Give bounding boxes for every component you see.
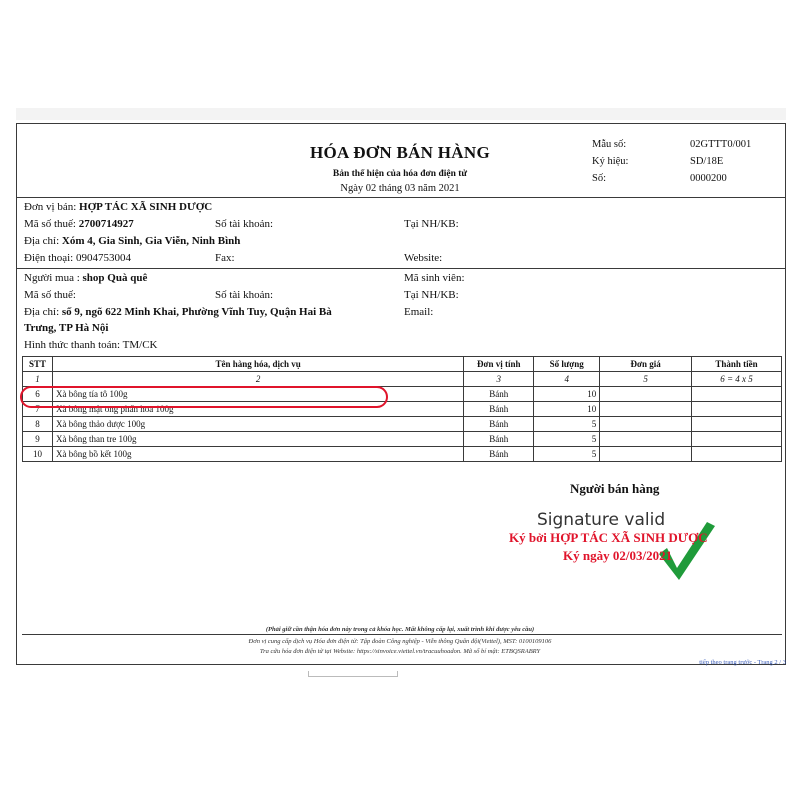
row-name: Xà bông mật ong phấn hoa 100g <box>52 402 463 417</box>
row-unit: Bánh <box>464 417 534 432</box>
payment-method <box>24 339 158 351</box>
highlight-circle <box>20 386 388 408</box>
invoice-title: HÓA ĐƠN BÁN HÀNG <box>309 143 490 162</box>
buyer-student-label: Mã sinh viên: <box>404 272 465 284</box>
row-stt: 7 <box>23 402 53 417</box>
row-unit: Bánh <box>464 402 534 417</box>
invoice-subtitle: Bản thể hiện của hóa đơn điện tử <box>332 169 468 179</box>
row-price <box>600 402 692 417</box>
row-stt: 9 <box>23 432 53 447</box>
row-qty: 10 <box>534 402 600 417</box>
row-stt: 6 <box>23 387 53 402</box>
footer-lookup: Tra cứu hóa đơn điện tử tại Website: https://sinvoice.viettel.vn/tracuuhoadon. Mã số bí mật: ETBQSRABRY <box>259 648 541 655</box>
row-unit: Bánh <box>464 432 534 447</box>
divider <box>17 268 785 269</box>
row-unit: Bánh <box>464 447 534 462</box>
index-cell: 5 <box>600 372 692 387</box>
buyer-bank-label: Tại NH/KB: <box>404 289 459 301</box>
seller-website-label: Website: <box>404 252 443 264</box>
so-value: 0000200 <box>690 173 727 184</box>
buyer-address-line2: Trưng, TP Hà Nội <box>24 322 109 334</box>
row-total <box>692 402 782 417</box>
buyer-address <box>24 306 332 318</box>
divider <box>17 197 785 198</box>
index-cell: 3 <box>464 372 534 387</box>
so-label: Số: <box>592 173 607 184</box>
mau-so-value: 02GTTT0/001 <box>690 139 752 150</box>
page-indicator[interactable]: tiếp theo trang trước - Trang 2 / 3 <box>699 659 786 666</box>
table-row <box>23 417 782 432</box>
row-total <box>692 417 782 432</box>
seller-signature-label: Người bán hàng <box>570 481 660 496</box>
row-qty: 5 <box>534 417 600 432</box>
header-unit: Đơn vị tính <box>464 357 534 372</box>
seller-tax-label: Mã số thuế: <box>24 218 76 230</box>
header-qty: Số lượng <box>534 357 600 372</box>
footer-provider: Đơn vị cung cấp dịch vụ Hóa đơn điện tử: Tập đoàn Công nghiệp - Viễn thông Quân đội(Viettel), MST: 0100109106 <box>248 638 552 645</box>
footer-note: (Phải giữ cần thận hóa đơn này trong cả khóa học. Mất không cấp lại, xuất trình khi được yêu cầu) <box>265 626 535 633</box>
seller-fax-label: Fax: <box>215 252 235 264</box>
row-qty: 10 <box>534 387 600 402</box>
items-table <box>22 356 782 462</box>
row-qty: 5 <box>534 432 600 447</box>
buyer-value: shop Quà quê <box>82 272 148 284</box>
scroll-indicator <box>308 671 398 677</box>
row-name: Xà bông thảo dược 100g <box>52 417 463 432</box>
seller-unit-value: HỢP TÁC XÃ SINH DƯỢC <box>79 201 213 213</box>
seller-address <box>24 235 240 247</box>
signature-valid-text: Signature valid <box>537 510 666 530</box>
buyer-label: Người mua : <box>24 272 80 284</box>
row-total <box>692 432 782 447</box>
seller-address-label: Địa chỉ: <box>24 235 60 247</box>
table-header-row <box>23 357 782 372</box>
seller-phone <box>24 252 131 264</box>
row-total <box>692 447 782 462</box>
seller-tax-value: 2700714927 <box>78 218 134 230</box>
row-stt: 10 <box>23 447 53 462</box>
buyer-email-label: Email: <box>404 306 434 318</box>
header-total: Thành tiền <box>692 357 782 372</box>
signature-signed-by: Ký bởi HỢP TÁC XÃ SINH DƯỢC <box>509 530 708 545</box>
seller-phone-value: 0904753004 <box>75 252 131 264</box>
row-name: Xà bông tía tô 100g <box>52 387 463 402</box>
table-row <box>23 432 782 447</box>
buyer-address-label: Địa chỉ: <box>24 306 60 318</box>
index-cell: 2 <box>52 372 463 387</box>
signature-signed-date: Ký ngày 02/03/2021 <box>563 548 673 563</box>
row-qty: 5 <box>534 447 600 462</box>
ky-hieu-label: Ký hiệu: <box>592 156 629 167</box>
row-name: Xà bông than tre 100g <box>52 432 463 447</box>
table-row <box>23 447 782 462</box>
header-price: Đơn giá <box>600 357 692 372</box>
seller-tax <box>24 218 134 230</box>
index-cell: 4 <box>534 372 600 387</box>
payment-label: Hình thức thanh toán: <box>24 339 121 351</box>
invoice-date: Ngày 02 tháng 03 năm 2021 <box>340 183 460 194</box>
buyer-account-label: Số tài khoản: <box>215 289 274 301</box>
mau-so-label: Mẫu số: <box>592 139 627 150</box>
seller-bank-label: Tại NH/KB: <box>404 218 459 230</box>
seller-address-value: Xóm 4, Gia Sinh, Gia Viễn, Ninh Bình <box>61 235 241 247</box>
divider <box>22 634 782 635</box>
header-name: Tên hàng hóa, dịch vụ <box>52 357 463 372</box>
buyer-name <box>24 272 147 284</box>
row-price <box>600 387 692 402</box>
payment-value: TM/CK <box>122 339 158 351</box>
seller-account-label: Số tài khoản: <box>215 218 274 230</box>
seller-unit <box>24 201 212 213</box>
seller-phone-label: Điện thoại: <box>24 252 74 264</box>
ky-hieu-value: SD/18E <box>690 156 724 167</box>
row-price <box>600 432 692 447</box>
seller-unit-label: Đơn vị bán: <box>24 201 77 213</box>
row-name: Xà bông bồ kết 100g <box>52 447 463 462</box>
row-price <box>600 447 692 462</box>
buyer-tax-label: Mã số thuế: <box>24 289 76 301</box>
row-unit: Bánh <box>464 387 534 402</box>
row-total <box>692 387 782 402</box>
index-row <box>23 372 782 387</box>
header-stt: STT <box>23 357 53 372</box>
row-price <box>600 417 692 432</box>
row-stt: 8 <box>23 417 53 432</box>
buyer-address-line2-row <box>24 322 108 334</box>
top-strip <box>16 108 786 120</box>
index-cell: 1 <box>23 372 53 387</box>
index-cell: 6 = 4 x 5 <box>692 372 782 387</box>
buyer-address-line1: số 9, ngõ 622 Minh Khai, Phường Vĩnh Tuy, Quận Hai Bà <box>61 306 332 318</box>
